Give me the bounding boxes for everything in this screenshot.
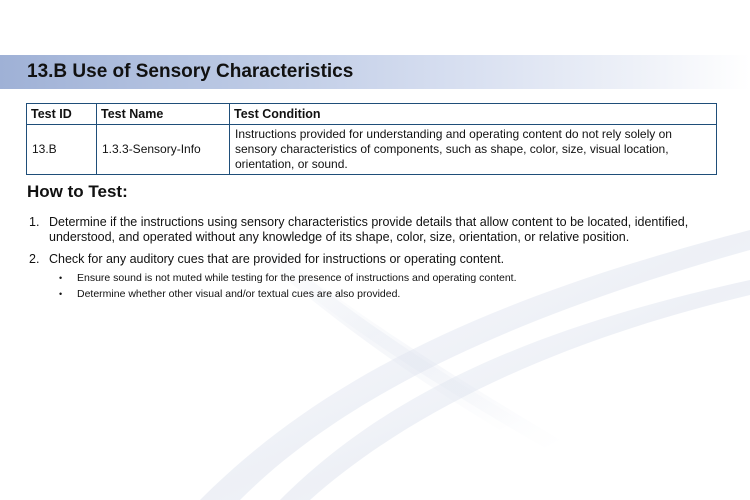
how-to-test-heading: How to Test: [27, 182, 128, 201]
substep-text: Determine whether other visual and/or textual cues are also provided. [77, 288, 401, 300]
cell-test-id: 13.B [27, 125, 97, 175]
cell-test-condition: Instructions provided for understanding and operating content do not rely solely on sensory characteristics of components, such as shape, color, size, visual location, orientation, or sound. [230, 125, 717, 175]
header-test-name: Test Name [97, 104, 230, 125]
bullet-icon: • [59, 273, 63, 283]
header-test-id: Test ID [27, 104, 97, 125]
slide-title: 13.B Use of Sensory Characteristics [27, 61, 354, 82]
substeps-list [49, 270, 719, 302]
step-body [49, 252, 719, 302]
bullet-icon: • [59, 289, 63, 299]
step-number: 2. [29, 252, 40, 266]
substep-text: Ensure sound is not muted while testing for the presence of instructions and operating content. [77, 272, 517, 284]
step-text: Check for any auditory cues that are provided for instructions or operating content. [49, 252, 505, 266]
table-row [27, 125, 717, 175]
test-table [26, 103, 717, 175]
list-item [29, 215, 719, 245]
header-test-condition: Test Condition [230, 104, 717, 125]
list-item [49, 270, 719, 286]
table-header-row [27, 104, 717, 125]
list-item [49, 286, 719, 302]
list-item [29, 252, 719, 302]
step-text: Determine if the instructions using sensory characteristics provide details that allow content to be located, identified, understood, and operated without any knowledge of its shape, color, size, orientation, or relative position. [49, 215, 689, 244]
step-number: 1. [29, 215, 40, 229]
steps-list [29, 215, 719, 309]
cell-test-name: 1.3.3-Sensory-Info [97, 125, 230, 175]
